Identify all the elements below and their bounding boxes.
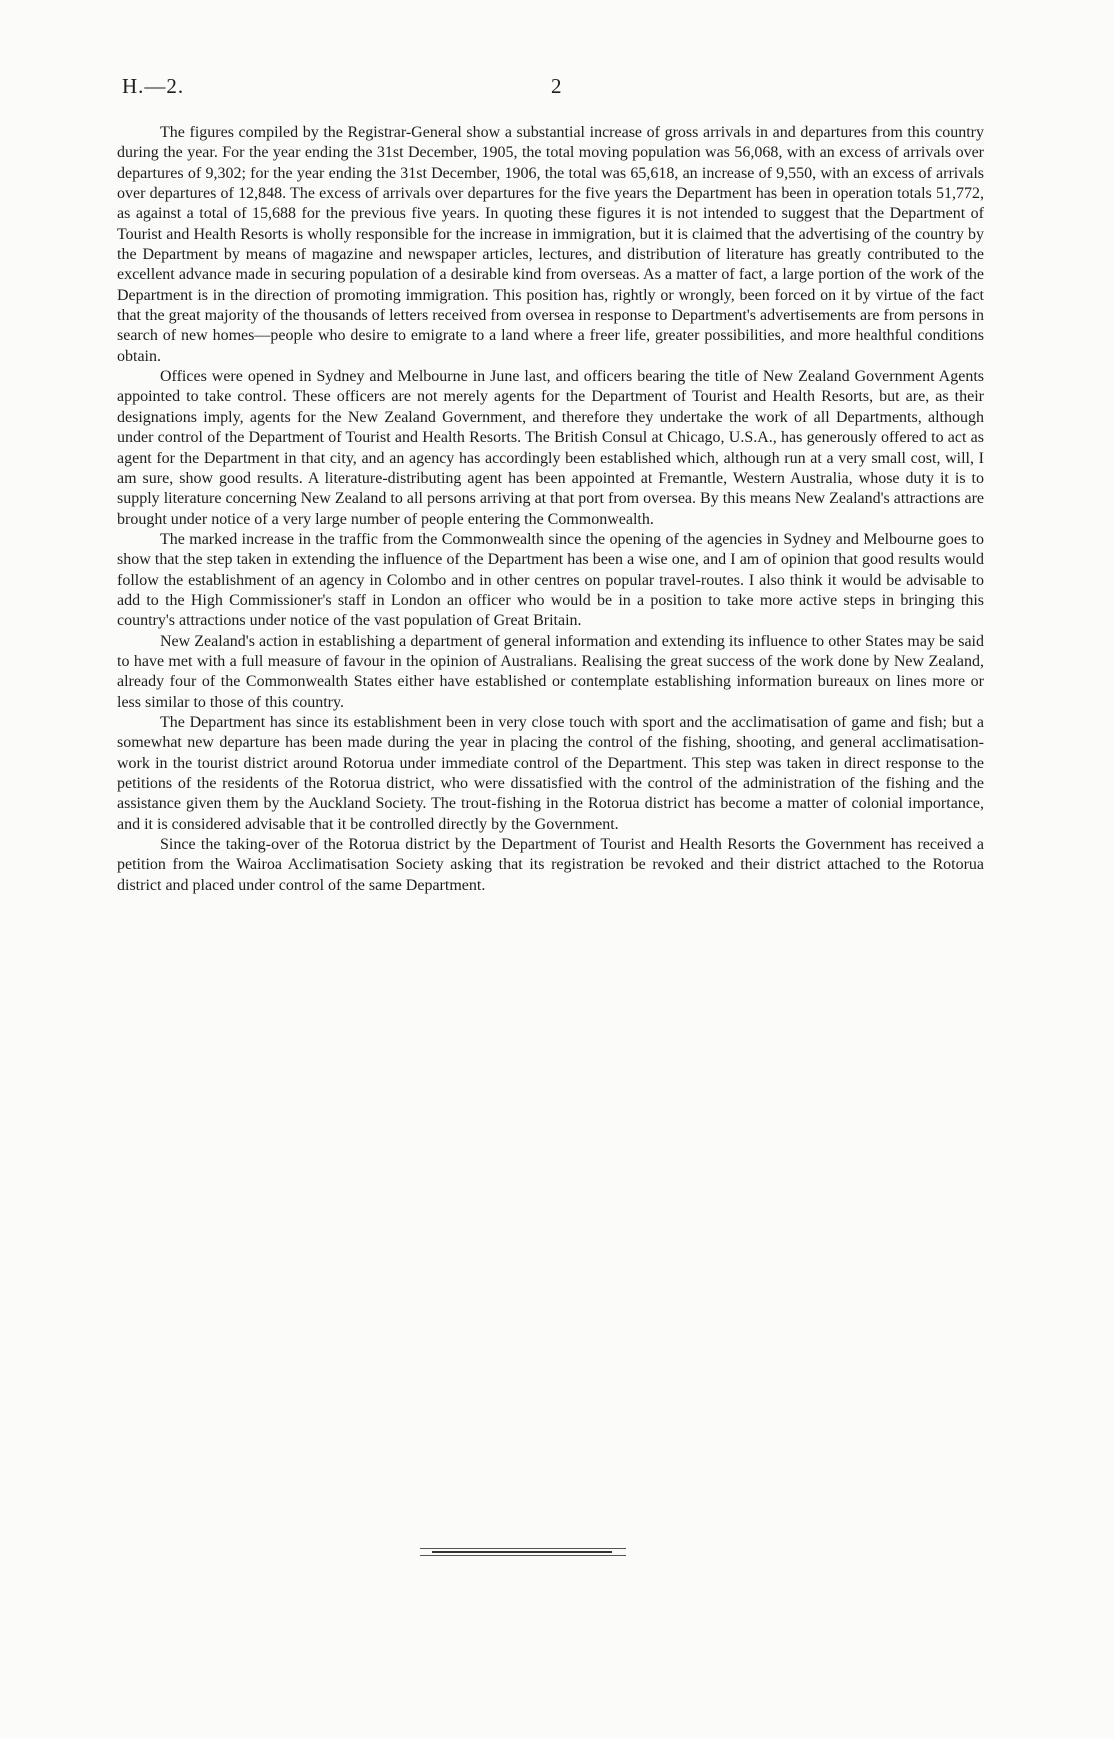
paragraph-states-action: New Zealand's action in establishing a department of general information and extending its influence to other States may be said to have met with a full measure of favour in the opinion of Australians. Realising the great success of the work done by New Zealand, already four of the Commonwealth States either have established or contemplate establishing information bureaux on lines more or less similar to those of this country. <box>117 632 984 711</box>
paragraph-acclimatisation: The Department has since its establishment been in very close touch with sport and the acclimatisation of game and fish; but a somewhat new departure has been made during the year in placing the control of the fishing, shooting, and general acclimatisation-work in the tourist district around Rotorua under immediate control of the Department. This step was taken in direct response to the petitions of the residents of the Rotorua district, who were dissatisfied with the control of the administration of the fishing and the assistance given them by the Auckland Society. The trout-fishing in the Rotorua district has become a matter of colonial importance, and it is considered advisable that it be controlled directly by the Government. <box>117 713 984 833</box>
body-text <box>117 123 984 896</box>
paragraph-offices: Offices were opened in Sydney and Melbourne in June last, and officers bearing the title of New Zealand Government Agents appointed to take control. These officers are not merely agents for the Department of Tourist and Health Resorts, but are, as their designations imply, agents for the New Zealand Government, and therefore they undertake the work of all Departments, although under control of the Department of Tourist and Health Resorts. The British Consul at Chicago, U.S.A., has generously offered to act as agent for the Department in that city, and an agency has accordingly been established which, although run at a very small cost, will, I am sure, show good results. A literature-distributing agent has been appointed at Fremantle, Western Australia, whose duty it is to supply literature concerning New Zealand to all persons arriving at that port from oversea. By this means New Zealand's attractions are brought under notice of a very large number of people entering the Commonwealth. <box>117 368 984 528</box>
paragraph-arrivals: The figures compiled by the Registrar-General show a substantial increase of gross arrivals in and departures from this country during the year. For the year ending the 31st December, 1905, the total moving population was 56,068, with an excess of arrivals over departures of 9,302; for the year ending the 31st December, 1906, the total was 65,618, an increase of 9,550, with an excess of arrivals over departures of 12,848. The excess of arrivals over departures for the five years the Department has been in operation totals 51,772, as against a total of 15,688 for the previous five years. In quoting these figures it is not intended to suggest that the Department of Tourist and Health Resorts is wholly responsible for the increase in immigration, but it is claimed that the advertising of the country by the Department by means of magazine and newspaper articles, lectures, and distribution of literature has greatly contributed to the excellent advance made in securing population of a desirable kind from overseas. As a matter of fact, a large portion of the work of the Department is in the direction of promoting immigration. This position has, rightly or wrongly, been forced on it by virtue of the fact that the great majority of the thousands of letters received from oversea in response to Department's advertisements are from persons in search of new homes—people who desire to emigrate to a land where a freer life, greater possibilities, and more healthful conditions obtain. <box>117 124 984 365</box>
end-rule <box>420 1548 626 1558</box>
paragraph-commonwealth-traffic: The marked increase in the traffic from the Commonwealth since the opening of the agencies in Sydney and Melbourne goes to show that the step taken in extending the influence of the Department has been a wise one, and I am of opinion that good results would follow the establishment of an agency in Colombo and in other centres on popular travel-routes. I also think it would be advisable to add to the High Commissioner's staff in London an officer who would be in a position to take more active steps in bringing this country's attractions under notice of the vast population of Great Britain. <box>117 530 984 630</box>
document-reference: H.—2. <box>122 74 185 98</box>
page-number: 2 <box>551 74 562 98</box>
page-header <box>0 74 1114 104</box>
paragraph-wairoa-petition: Since the taking-over of the Rotorua district by the Department of Tourist and Health Resorts the Government has received a petition from the Wairoa Acclimatisation Society asking that its registration be revoked and their district attached to the Rotorua district and placed under control of the same Department. <box>117 836 984 894</box>
